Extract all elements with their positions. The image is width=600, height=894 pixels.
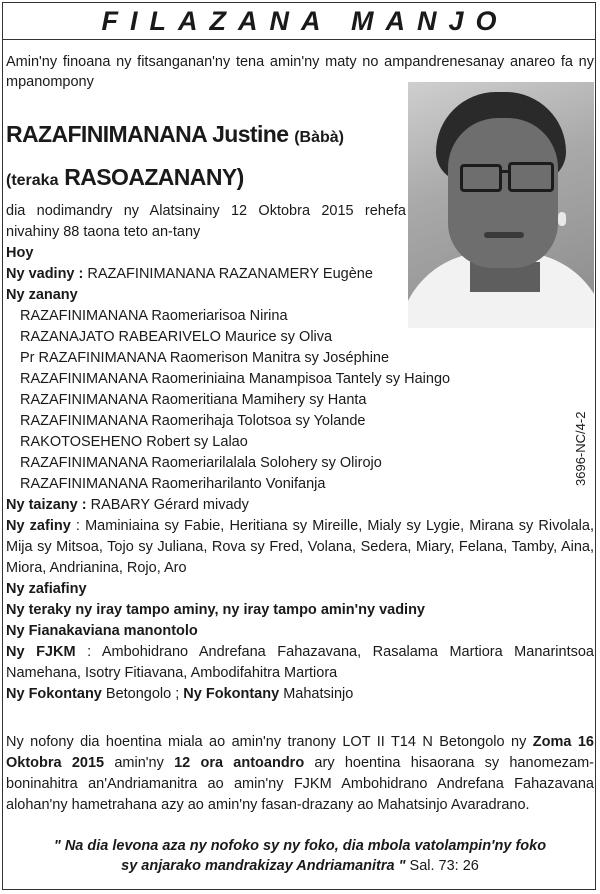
photo-glasses-right xyxy=(508,162,554,192)
foster-value: RABARY Gérard mivady xyxy=(86,497,249,513)
fokontany-value-1: Betongolo ; xyxy=(101,686,184,702)
quote-line-2: sy anjarako mandrakizay Andriamanitra " xyxy=(121,858,406,874)
grandchildren-value: : Maminiaina sy Fabie, Heritiana sy Mireille, Mialy sy Lygie, Mirana sy Rivolala, Mija sy Mitsoa, Tojo sy Juliana, Rova sy Fred, Volana, Sedera, Miary, Felana, Tamby, Aina, Miora, Andrianina, Rojo, Aro xyxy=(6,518,594,576)
funeral-date: Zoma 16 Oktobra 2015 xyxy=(6,734,594,771)
child-item: RAZAFINIMANANA Raomeritiana Mamihery sy Hanta xyxy=(20,392,367,408)
deceased-photo xyxy=(408,82,594,328)
fokontany-value-2: Mahatsinjo xyxy=(279,686,354,702)
spouse-line xyxy=(6,264,373,285)
photo-mouth xyxy=(484,232,524,238)
funeral-text-1: Ny nofony dia hoentina miala ao amin'ny tranony LOT II T14 N Betongolo ny xyxy=(6,734,533,750)
scripture-quote xyxy=(0,836,600,876)
foster-label: Ny taizany : xyxy=(6,497,87,513)
deceased-name: RAZAFINIMANANA Justine xyxy=(6,121,289,147)
child-item: RAZAFINIMANANA Raomeriharilanto Vonifanja xyxy=(20,476,326,492)
fokontany-label-1: Ny Fokontany xyxy=(6,686,102,702)
fokontany-line xyxy=(6,684,353,705)
hoy-label: Hoy xyxy=(6,245,34,261)
child-item: RAZAFINIMANANA Raomeriniaina Manampisoa Tantely sy Haingo xyxy=(20,371,451,387)
fokontany-label-2: Ny Fokontany xyxy=(183,686,280,702)
child-item: Pr RAZAFINIMANANA Raomerison Manitra sy Joséphine xyxy=(20,350,390,366)
funeral-text-2: amin'ny xyxy=(104,755,175,771)
spouse-value: RAZAFINIMANANA RAZANAMERY Eugène xyxy=(83,266,373,282)
maiden-name: RASOAZANANY) xyxy=(64,164,244,190)
maiden-prefix: (teraka xyxy=(6,172,59,189)
notice-title: FILAZANA MANJO xyxy=(2,2,596,40)
photo-glasses-bridge xyxy=(499,170,509,173)
great-grandchildren-label: Ny zafiafiny xyxy=(6,581,87,597)
grandchildren-label: Ny zafiny xyxy=(6,518,71,534)
relatives-label: Ny teraky ny iray tampo aminy, ny iray tampo amin'ny vadiny xyxy=(6,602,425,618)
reference-code: 3696-NC/4-2 xyxy=(573,411,588,486)
funeral-details xyxy=(6,732,594,816)
photo-glasses-left xyxy=(460,164,502,192)
quote-line-1: " Na dia levona aza ny nofoko sy ny foko, dia mbola vatolampin'ny foko xyxy=(53,838,547,854)
child-item: RAZAFINIMANANA Raomeriarisoa Nirina xyxy=(20,308,288,324)
intro-text: Amin'ny finoana ny fitsanganan'ny tena amin'ny maty no ampandrenesanay anareo fa ny mpanompony xyxy=(6,54,594,90)
child-item: RAZAFINIMANANA Raomerihaja Tolotsoa sy Yolande xyxy=(20,413,366,429)
church-value: : Ambohidrano Andrefana Fahazavana, Rasalama Martiora Manarintsoa Namehana, Isotry Fitiavana, Ambodifahitra Martiora xyxy=(6,644,594,681)
deceased-name-line xyxy=(6,120,344,152)
child-item: RAZANAJATO RABEARIVELO Maurice sy Oliva xyxy=(20,329,333,345)
deceased-nickname: (Bàbà) xyxy=(294,129,344,146)
child-item: RAKOTOSEHENO Robert sy Lalao xyxy=(20,434,248,450)
whole-family-label: Ny Fianakaviana manontolo xyxy=(6,623,198,639)
quote-line-2-wrap xyxy=(0,856,600,876)
funeral-time: 12 ora antoandro xyxy=(174,755,305,771)
church-label: Ny FJKM xyxy=(6,644,76,660)
spouse-label: Ny vadiny : xyxy=(6,266,84,282)
church-para xyxy=(6,642,594,684)
photo-face xyxy=(448,118,558,268)
child-item: RAZAFINIMANANA Raomeriarilalala Solohery sy Olirojo xyxy=(20,455,382,471)
maiden-name-line xyxy=(6,163,244,195)
death-notice: dia nodimandry ny Alatsinainy 12 Oktobra 2015 rehefa nivahiny 88 taona teto an-tany xyxy=(6,203,406,240)
children-label: Ny zanany xyxy=(6,287,78,303)
foster-line xyxy=(6,495,249,516)
quote-source: Sal. 73: 26 xyxy=(409,858,479,874)
funeral-text-3: ary hoentina hisaorana sy hanomezam-boninahitra an'Andriamanitra ao amin'ny FJKM Ambohidrano Andrefana Fahazavana alohan'ny hametrahana azy ao amin'ny fasan-drazany ao Mahatsinjo Avaradrano. xyxy=(6,755,594,813)
photo-earring xyxy=(558,212,566,226)
grandchildren-para xyxy=(6,516,594,579)
